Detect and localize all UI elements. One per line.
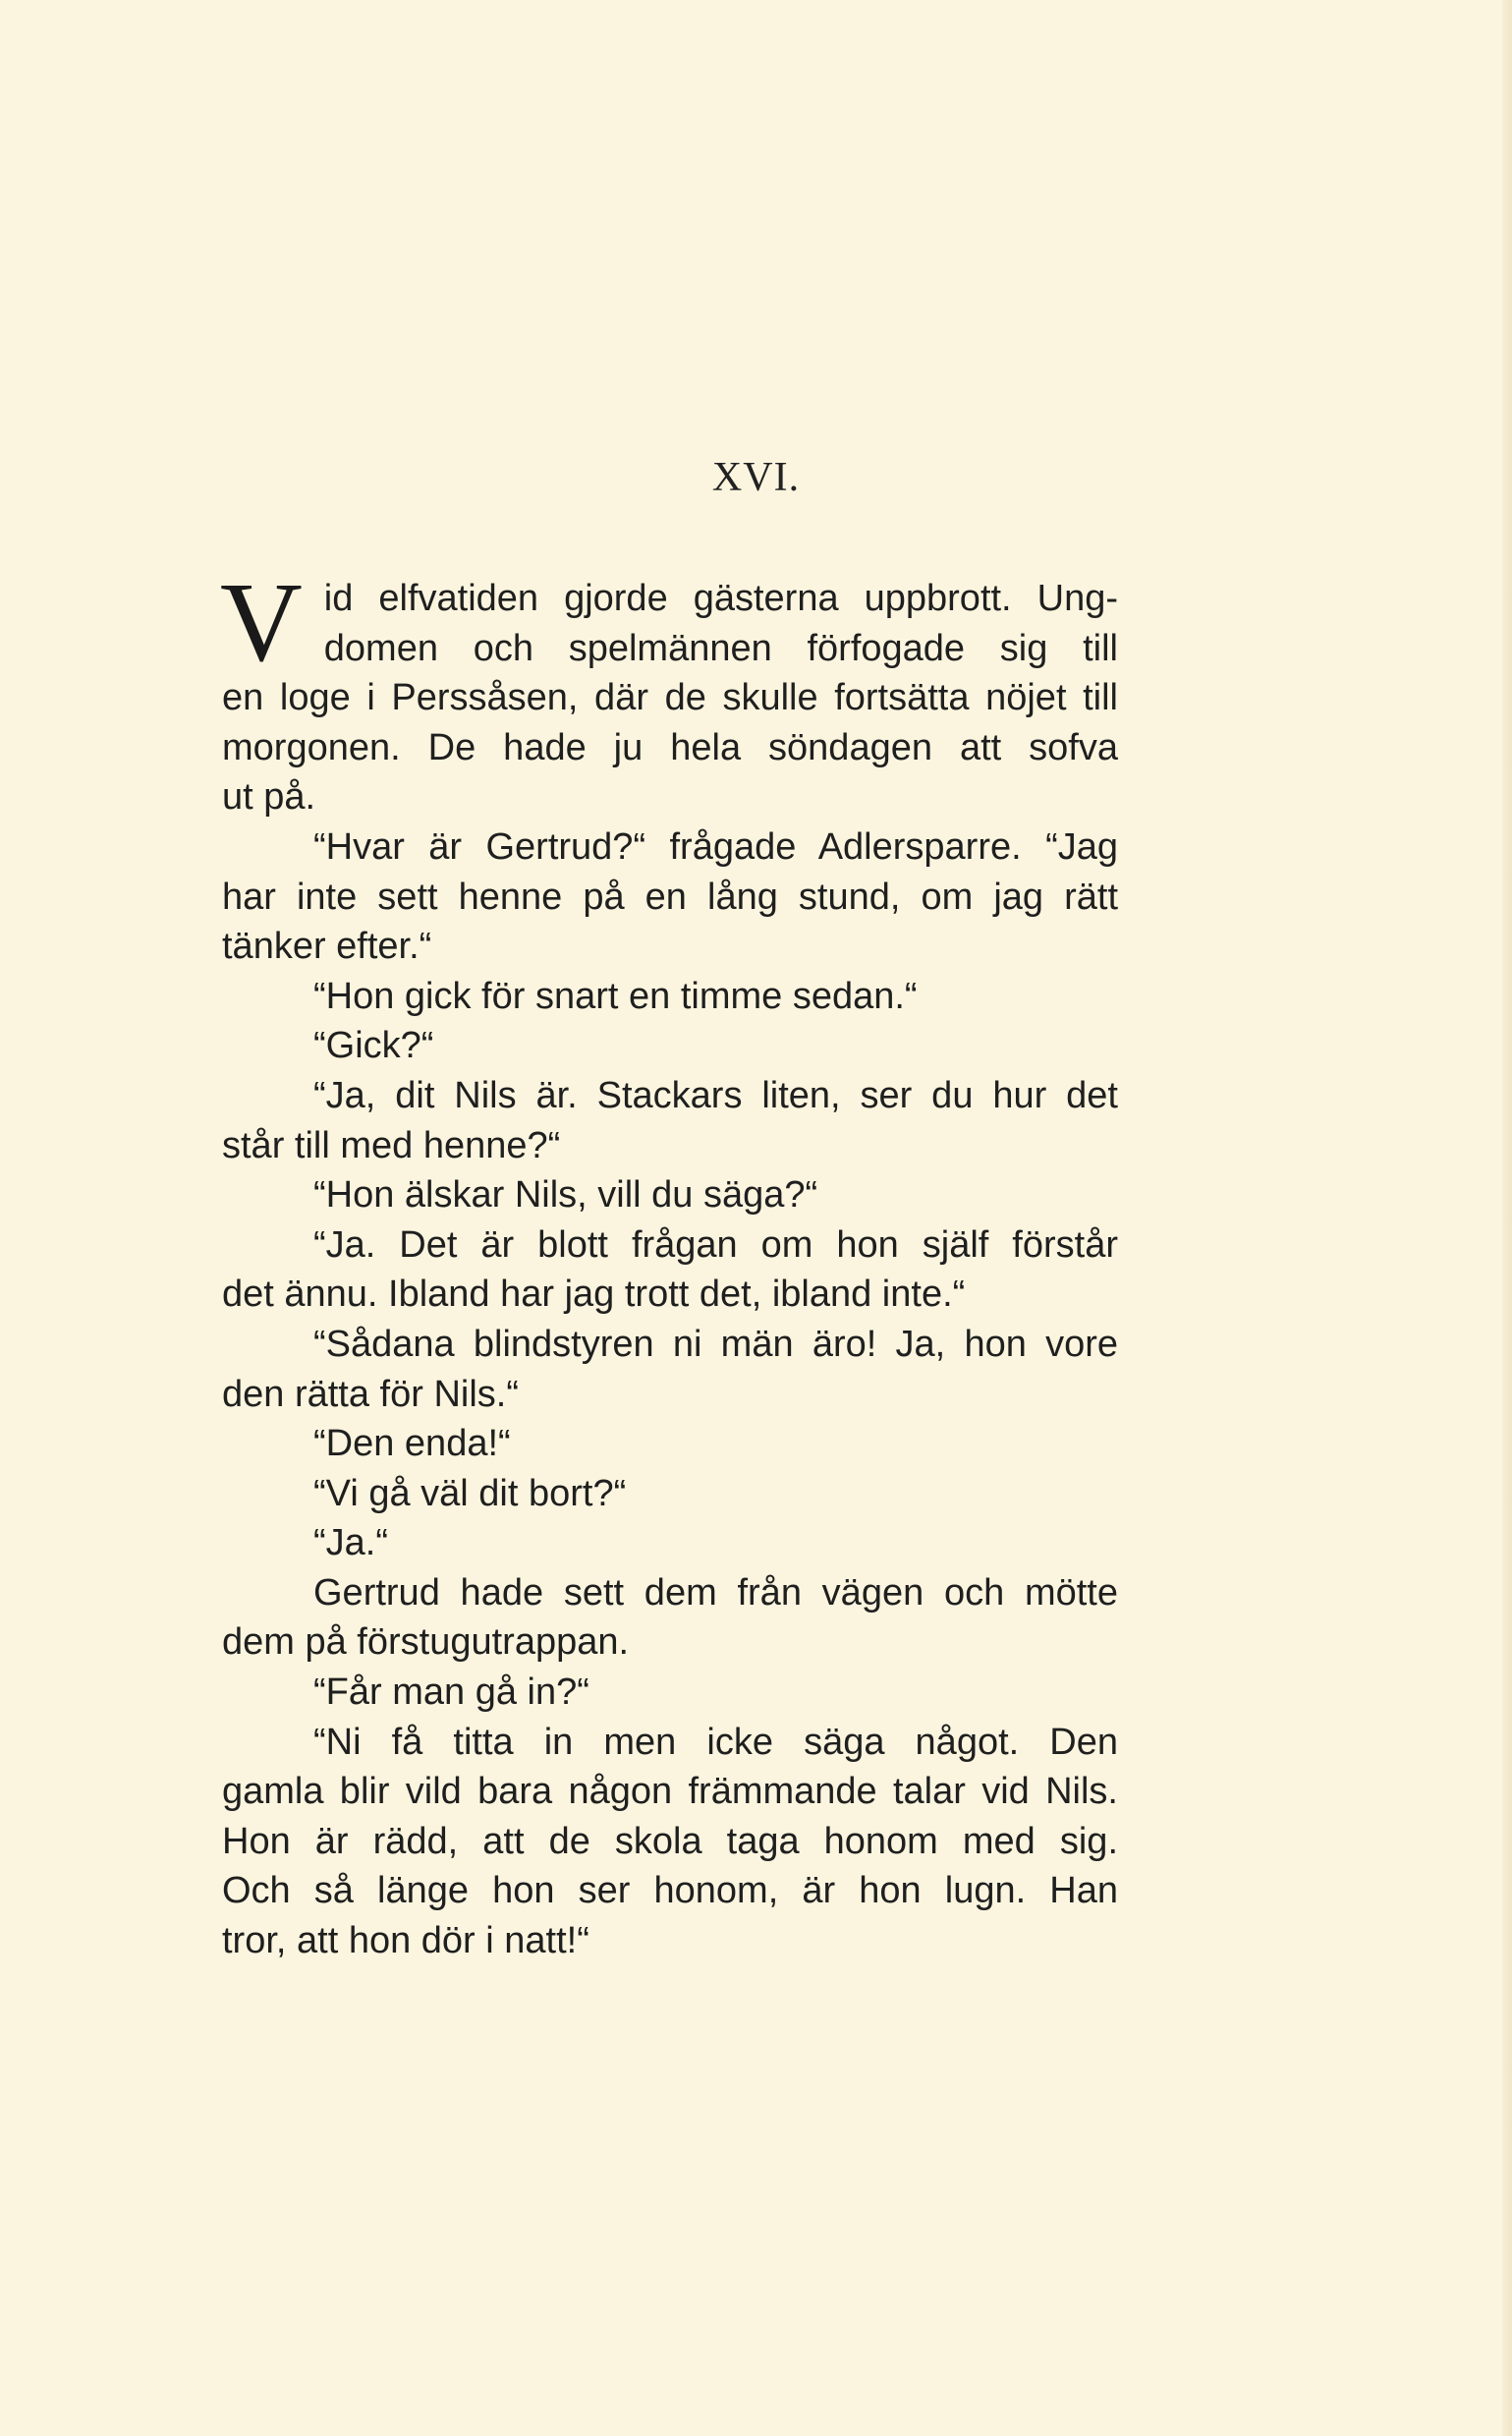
text-line: “Hvar är Gertrud?“ frågade Adlersparre. “Jag <box>313 825 1118 868</box>
text-line: står till med henne?“ <box>222 1124 561 1166</box>
text-line: ut på. <box>222 776 316 819</box>
text-line: “Sådana blindstyren ni män äro! Ja, hon vore <box>313 1323 1118 1365</box>
text-line: domen och spelmännen förfogade sig till <box>323 627 1118 669</box>
text-line: “Hon älskar Nils, vill du säga?“ <box>313 1174 818 1217</box>
text-line: “Ja.“ <box>313 1522 388 1564</box>
text-line: har inte sett henne på en lång stund, om jag rätt <box>222 876 1118 918</box>
paragraph <box>222 1668 1118 1718</box>
text-line: Och så länge hon ser honom, är hon lugn. Han <box>222 1870 1118 1912</box>
paragraph <box>222 1469 1118 1519</box>
text-line: “Hon gick för snart en timme sedan.“ <box>313 975 918 1017</box>
text-line: “Ni få titta in men icke säga något. Den <box>313 1721 1118 1763</box>
paragraph <box>222 1071 1118 1170</box>
text-line: id elfvatiden gjorde gästerna uppbrott. Ung- <box>323 578 1118 619</box>
text-line: det ännu. Ibland har jag trott det, ibland inte.“ <box>222 1274 966 1316</box>
paragraph <box>222 972 1118 1022</box>
drop-cap: V <box>220 560 303 686</box>
paragraph <box>222 1320 1118 1419</box>
paragraph <box>222 1419 1118 1469</box>
text-line: gamla blir vild bara någon främmande talar vid Nils. <box>222 1771 1118 1813</box>
text-line: den rätta för Nils.“ <box>222 1373 519 1415</box>
text-line: “Vi gå väl dit bort?“ <box>313 1472 627 1514</box>
text-line: en loge i Perssåsen, där de skulle fortsätta nöjet till <box>222 677 1118 719</box>
paragraph <box>222 1170 1118 1220</box>
paragraph <box>222 1220 1118 1320</box>
text-line: tror, att hon dör i natt!“ <box>222 1920 589 1962</box>
opening-paragraph <box>220 560 1118 822</box>
text-line: “Ja. Det är blott frågan om hon själf förstår <box>313 1223 1118 1266</box>
paragraph <box>222 1518 1118 1568</box>
paragraph <box>222 1718 1118 1966</box>
text-line: “Ja, dit Nils är. Stackars liten, ser du hur det <box>313 1074 1118 1116</box>
text-line: Hon är rädd, att de skola taga honom med sig. <box>222 1820 1118 1862</box>
text-line: dem på förstugutrappan. <box>222 1621 630 1664</box>
page-edge <box>1502 0 1512 2436</box>
text-line: Gertrud hade sett dem från vägen och mötte <box>313 1571 1118 1614</box>
chapter-heading: XVI. <box>711 455 801 500</box>
text-line: morgonen. De hade ju hela söndagen att sofva <box>222 726 1118 768</box>
paragraph-list <box>222 822 1118 1966</box>
paragraph <box>222 1568 1118 1668</box>
text-line: tänker efter.“ <box>222 926 432 968</box>
text-line: “Får man gå in?“ <box>313 1671 589 1714</box>
body-text <box>220 560 1118 1966</box>
paragraph <box>222 822 1118 972</box>
text-line: “Gick?“ <box>313 1025 434 1067</box>
text-line: “Den enda!“ <box>313 1423 511 1465</box>
paragraph <box>222 1021 1118 1071</box>
